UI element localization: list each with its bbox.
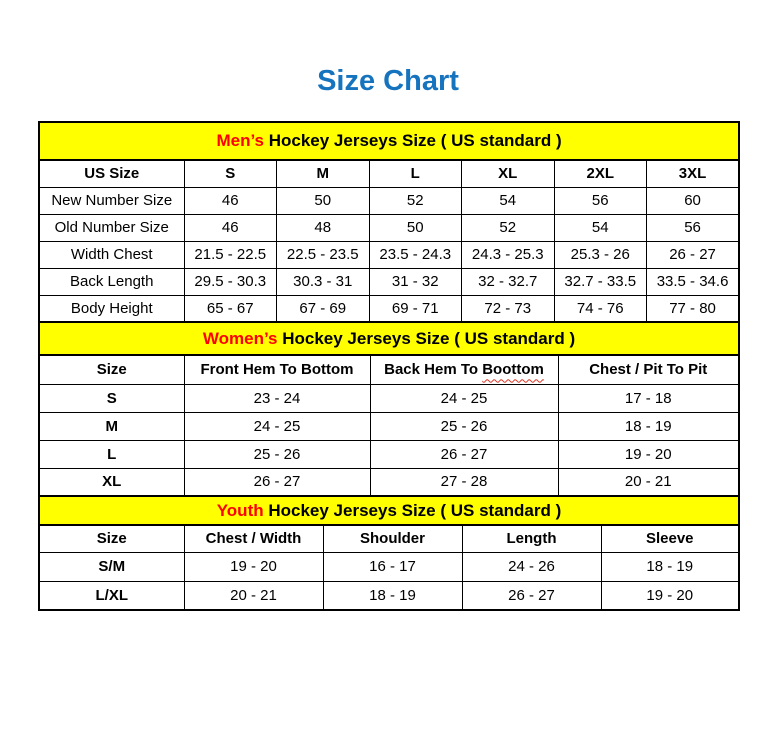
value-cell: 20 - 21 xyxy=(184,581,323,610)
value-cell: 33.5 - 34.6 xyxy=(647,268,740,295)
table-row xyxy=(39,440,739,468)
value-cell: 30.3 - 31 xyxy=(277,268,370,295)
value-cell: 56 xyxy=(554,187,647,214)
page-title: Size Chart xyxy=(317,65,459,97)
row-label: Body Height xyxy=(39,295,184,322)
row-label: New Number Size xyxy=(39,187,184,214)
value-cell: 19 - 20 xyxy=(184,552,323,581)
value-cell: 19 - 20 xyxy=(601,581,739,610)
row-label: S xyxy=(39,384,184,412)
value-cell: 72 - 73 xyxy=(462,295,555,322)
womens-header-row xyxy=(39,355,739,384)
value-cell: 23 - 24 xyxy=(184,384,370,412)
womens-col-front-hem: Front Hem To Bottom xyxy=(184,355,370,384)
value-cell: 67 - 69 xyxy=(277,295,370,322)
table-row xyxy=(39,552,739,581)
mens-corner-label: US Size xyxy=(39,160,184,187)
womens-col-chest: Chest / Pit To Pit xyxy=(558,355,739,384)
row-label: M xyxy=(39,412,184,440)
youth-col-length: Length xyxy=(462,525,601,552)
value-cell: 46 xyxy=(184,214,277,241)
table-row xyxy=(39,214,739,241)
value-cell: 54 xyxy=(462,187,555,214)
womens-title-rest: Hockey Jerseys Size ( US standard ) xyxy=(277,328,576,348)
table-row xyxy=(39,412,739,440)
value-cell: 20 - 21 xyxy=(558,468,739,496)
table-row xyxy=(39,468,739,496)
mens-title-rest: Hockey Jerseys Size ( US standard ) xyxy=(264,131,562,150)
mens-size-col-m: M xyxy=(277,160,370,187)
value-cell: 50 xyxy=(369,214,462,241)
value-cell: 26 - 27 xyxy=(647,241,740,268)
value-cell: 27 - 28 xyxy=(370,468,558,496)
row-label: Old Number Size xyxy=(39,214,184,241)
womens-band-row xyxy=(39,322,739,355)
value-cell: 16 - 17 xyxy=(323,552,462,581)
value-cell: 65 - 67 xyxy=(184,295,277,322)
value-cell: 32.7 - 33.5 xyxy=(554,268,647,295)
row-label: Back Length xyxy=(39,268,184,295)
youth-band-row xyxy=(39,496,739,525)
value-cell: 32 - 32.7 xyxy=(462,268,555,295)
womens-size-table xyxy=(38,321,740,497)
back-hem-label: Back Hem To xyxy=(384,361,483,379)
value-cell: 25.3 - 26 xyxy=(554,241,647,268)
value-cell: 29.5 - 30.3 xyxy=(184,268,277,295)
mens-size-col-3xl: 3XL xyxy=(647,160,740,187)
back-hem-typo: Boottom xyxy=(482,361,544,379)
youth-col-chest: Chest / Width xyxy=(184,525,323,552)
table-row xyxy=(39,241,739,268)
value-cell: 50 xyxy=(277,187,370,214)
value-cell: 19 - 20 xyxy=(558,440,739,468)
value-cell: 22.5 - 23.5 xyxy=(277,241,370,268)
value-cell: 52 xyxy=(369,187,462,214)
value-cell: 21.5 - 22.5 xyxy=(184,241,277,268)
value-cell: 18 - 19 xyxy=(323,581,462,610)
youth-title-highlight: Youth xyxy=(216,500,264,520)
value-cell: 24 - 25 xyxy=(370,384,558,412)
value-cell: 54 xyxy=(554,214,647,241)
value-cell: 46 xyxy=(184,187,277,214)
mens-size-col-2xl: 2XL xyxy=(554,160,647,187)
mens-title-highlight: Men’s xyxy=(216,131,264,150)
youth-header-row xyxy=(39,525,739,552)
value-cell: 23.5 - 24.3 xyxy=(369,241,462,268)
value-cell: 26 - 27 xyxy=(370,440,558,468)
value-cell: 52 xyxy=(462,214,555,241)
youth-table-title xyxy=(39,496,739,525)
value-cell: 26 - 27 xyxy=(184,468,370,496)
value-cell: 48 xyxy=(277,214,370,241)
table-row xyxy=(39,268,739,295)
value-cell: 24.3 - 25.3 xyxy=(462,241,555,268)
mens-size-col-xl: XL xyxy=(462,160,555,187)
value-cell: 31 - 32 xyxy=(369,268,462,295)
row-label: Width Chest xyxy=(39,241,184,268)
youth-size-table xyxy=(38,495,740,611)
value-cell: 25 - 26 xyxy=(184,440,370,468)
row-label: L xyxy=(39,440,184,468)
value-cell: 74 - 76 xyxy=(554,295,647,322)
value-cell: 25 - 26 xyxy=(370,412,558,440)
womens-table-title xyxy=(39,322,739,355)
youth-col-sleeve: Sleeve xyxy=(601,525,739,552)
mens-size-col-l: L xyxy=(369,160,462,187)
value-cell: 18 - 19 xyxy=(558,412,739,440)
mens-size-col-s: S xyxy=(184,160,277,187)
youth-col-shoulder: Shoulder xyxy=(323,525,462,552)
mens-header-row xyxy=(39,160,739,187)
womens-col-back-hem xyxy=(370,355,558,384)
mens-band-row xyxy=(39,122,739,160)
value-cell: 26 - 27 xyxy=(462,581,601,610)
table-row xyxy=(39,581,739,610)
row-label: XL xyxy=(39,468,184,496)
value-cell: 60 xyxy=(647,187,740,214)
youth-title-rest: Hockey Jerseys Size ( US standard ) xyxy=(263,500,562,520)
table-row xyxy=(39,384,739,412)
value-cell: 24 - 25 xyxy=(184,412,370,440)
value-cell: 17 - 18 xyxy=(558,384,739,412)
table-row xyxy=(39,295,739,322)
value-cell: 69 - 71 xyxy=(369,295,462,322)
womens-title-highlight: Women’s xyxy=(202,328,278,348)
value-cell: 24 - 26 xyxy=(462,552,601,581)
mens-size-table xyxy=(38,121,740,323)
mens-table-title xyxy=(39,122,739,160)
value-cell: 77 - 80 xyxy=(647,295,740,322)
table-row xyxy=(39,187,739,214)
value-cell: 18 - 19 xyxy=(601,552,739,581)
size-chart xyxy=(38,121,738,611)
womens-col-size: Size xyxy=(39,355,184,384)
youth-col-size: Size xyxy=(39,525,184,552)
row-label: S/M xyxy=(39,552,184,581)
value-cell: 56 xyxy=(647,214,740,241)
row-label: L/XL xyxy=(39,581,184,610)
